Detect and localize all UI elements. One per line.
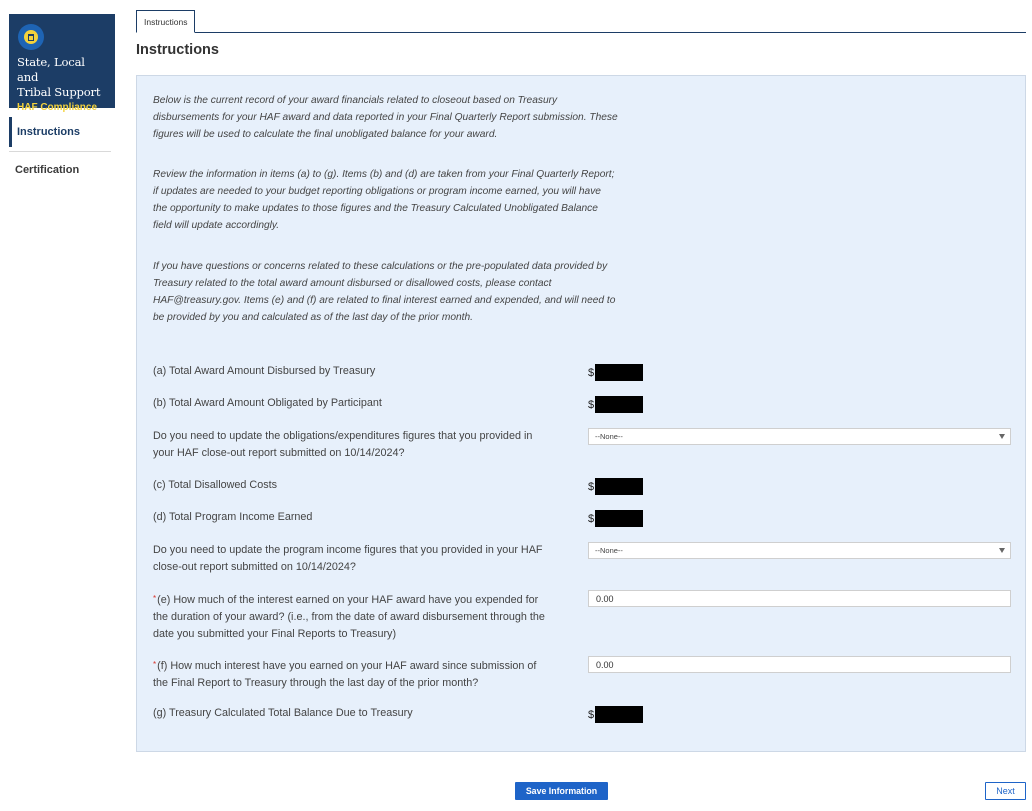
brand-logo[interactable] — [9, 14, 115, 113]
brand-title-line2: Tribal Support — [17, 85, 101, 99]
currency-symbol: $ — [588, 398, 595, 411]
question-line: (f) How much interest have you earned on your HAF award since submission of — [157, 660, 537, 672]
field-a-label: (a) Total Award Amount Disbursed by Treasury — [153, 365, 376, 377]
field-d-label: (d) Total Program Income Earned — [153, 511, 313, 523]
question-line: the Final Report to Treasury through the last day of the prior month? — [153, 677, 479, 689]
required-marker: * — [153, 594, 157, 603]
field-e-label — [153, 590, 573, 643]
update-program-income-select[interactable] — [588, 542, 1011, 559]
field-c-label: (c) Total Disallowed Costs — [153, 479, 278, 491]
sidebar-divider — [9, 151, 111, 152]
tab-bar — [136, 10, 1026, 33]
field-c-value — [588, 478, 643, 495]
field-g-label: (g) Treasury Calculated Total Balance Due to Treasury — [153, 707, 413, 719]
brand-title — [17, 55, 107, 100]
field-d-value — [588, 510, 643, 527]
intro-line: Below is the current record of your award financials related to closeout based on Treasury — [153, 95, 558, 106]
question-line: the duration of your award? (i.e., from the date of award disbursement through the — [153, 611, 545, 623]
interest-expended-input[interactable]: 0.00 — [588, 590, 1011, 607]
intro-line: be provided by you and calculated as of the last day of the prior month. — [153, 312, 473, 323]
question-line: Do you need to update the program income figures that you provided in your HAF — [153, 544, 543, 556]
instructions-panel — [136, 75, 1026, 752]
sidebar-item-certification[interactable]: Certification — [15, 163, 80, 176]
intro-line: figures will be used to calculate the final unobligated balance for your award. — [153, 129, 498, 140]
redacted-amount — [595, 364, 643, 381]
intro-paragraph-3 — [153, 258, 683, 326]
question-line: Do you need to update the obligations/expenditures figures that you provided in — [153, 430, 533, 442]
field-b-value — [588, 396, 643, 413]
currency-symbol: $ — [588, 480, 595, 493]
tab-instructions[interactable]: Instructions — [136, 10, 195, 33]
select-value: --None-- — [595, 432, 623, 441]
intro-line: HAF@treasury.gov. Items (e) and (f) are related to final interest earned and expended, and will need to — [153, 295, 616, 306]
question-line: date you submitted your Final Reports to Treasury) — [153, 628, 397, 640]
intro-line: disbursements for your HAF award and data reported in your Final Quarterly Report submission. These — [153, 112, 618, 123]
field-f-label — [153, 656, 573, 692]
save-information-button[interactable]: Save Information — [515, 782, 608, 800]
currency-symbol: $ — [588, 366, 595, 379]
intro-paragraph-2 — [153, 166, 683, 234]
sidebar-nav — [9, 117, 111, 185]
currency-symbol: $ — [588, 512, 595, 525]
question-line: (e) How much of the interest earned on your HAF award have you expended for — [157, 594, 539, 606]
question-line: close-out report submitted on 10/14/2024? — [153, 561, 356, 573]
intro-line: Review the information in items (a) to (g). Items (b) and (d) are taken from your Final Quarterly Report; — [153, 169, 615, 180]
redacted-amount — [595, 478, 643, 495]
intro-line: If you have questions or concerns related to these calculations or the pre-populated data provided by — [153, 261, 608, 272]
brand-title-line1: State, Local and — [17, 55, 85, 84]
select-value: --None-- — [595, 546, 623, 555]
sidebar-item-instructions[interactable]: Instructions — [9, 117, 111, 147]
field-b-label: (b) Total Award Amount Obligated by Participant — [153, 397, 382, 409]
redacted-amount — [595, 706, 643, 723]
intro-line: if updates are needed to your budget reporting obligations or program income earned, you will have — [153, 186, 601, 197]
update-obligations-question — [153, 428, 573, 462]
field-g-value — [588, 706, 643, 723]
brand-subtitle: HAF Compliance — [17, 102, 98, 113]
chevron-down-icon — [999, 548, 1005, 553]
redacted-amount — [595, 396, 643, 413]
required-marker: * — [153, 660, 157, 669]
question-line: your HAF close-out report submitted on 10/14/2024? — [153, 447, 405, 459]
field-a-value — [588, 364, 643, 381]
interest-earned-input[interactable]: 0.00 — [588, 656, 1011, 673]
intro-line: field will update accordingly. — [153, 220, 280, 231]
intro-paragraph-1 — [153, 92, 683, 143]
intro-line: Treasury related to the total award amount disbursed or disallowed costs, please contact — [153, 278, 552, 289]
redacted-amount — [595, 510, 643, 527]
chevron-down-icon — [999, 434, 1005, 439]
update-program-income-question — [153, 542, 573, 576]
next-button[interactable]: Next — [985, 782, 1026, 800]
treasury-seal-icon — [18, 24, 44, 50]
page-title: Instructions — [136, 42, 219, 58]
currency-symbol: $ — [588, 708, 595, 721]
update-obligations-select[interactable] — [588, 428, 1011, 445]
intro-line: the opportunity to make updates to those figures and the Treasury Calculated Unobligated Balance — [153, 203, 598, 214]
